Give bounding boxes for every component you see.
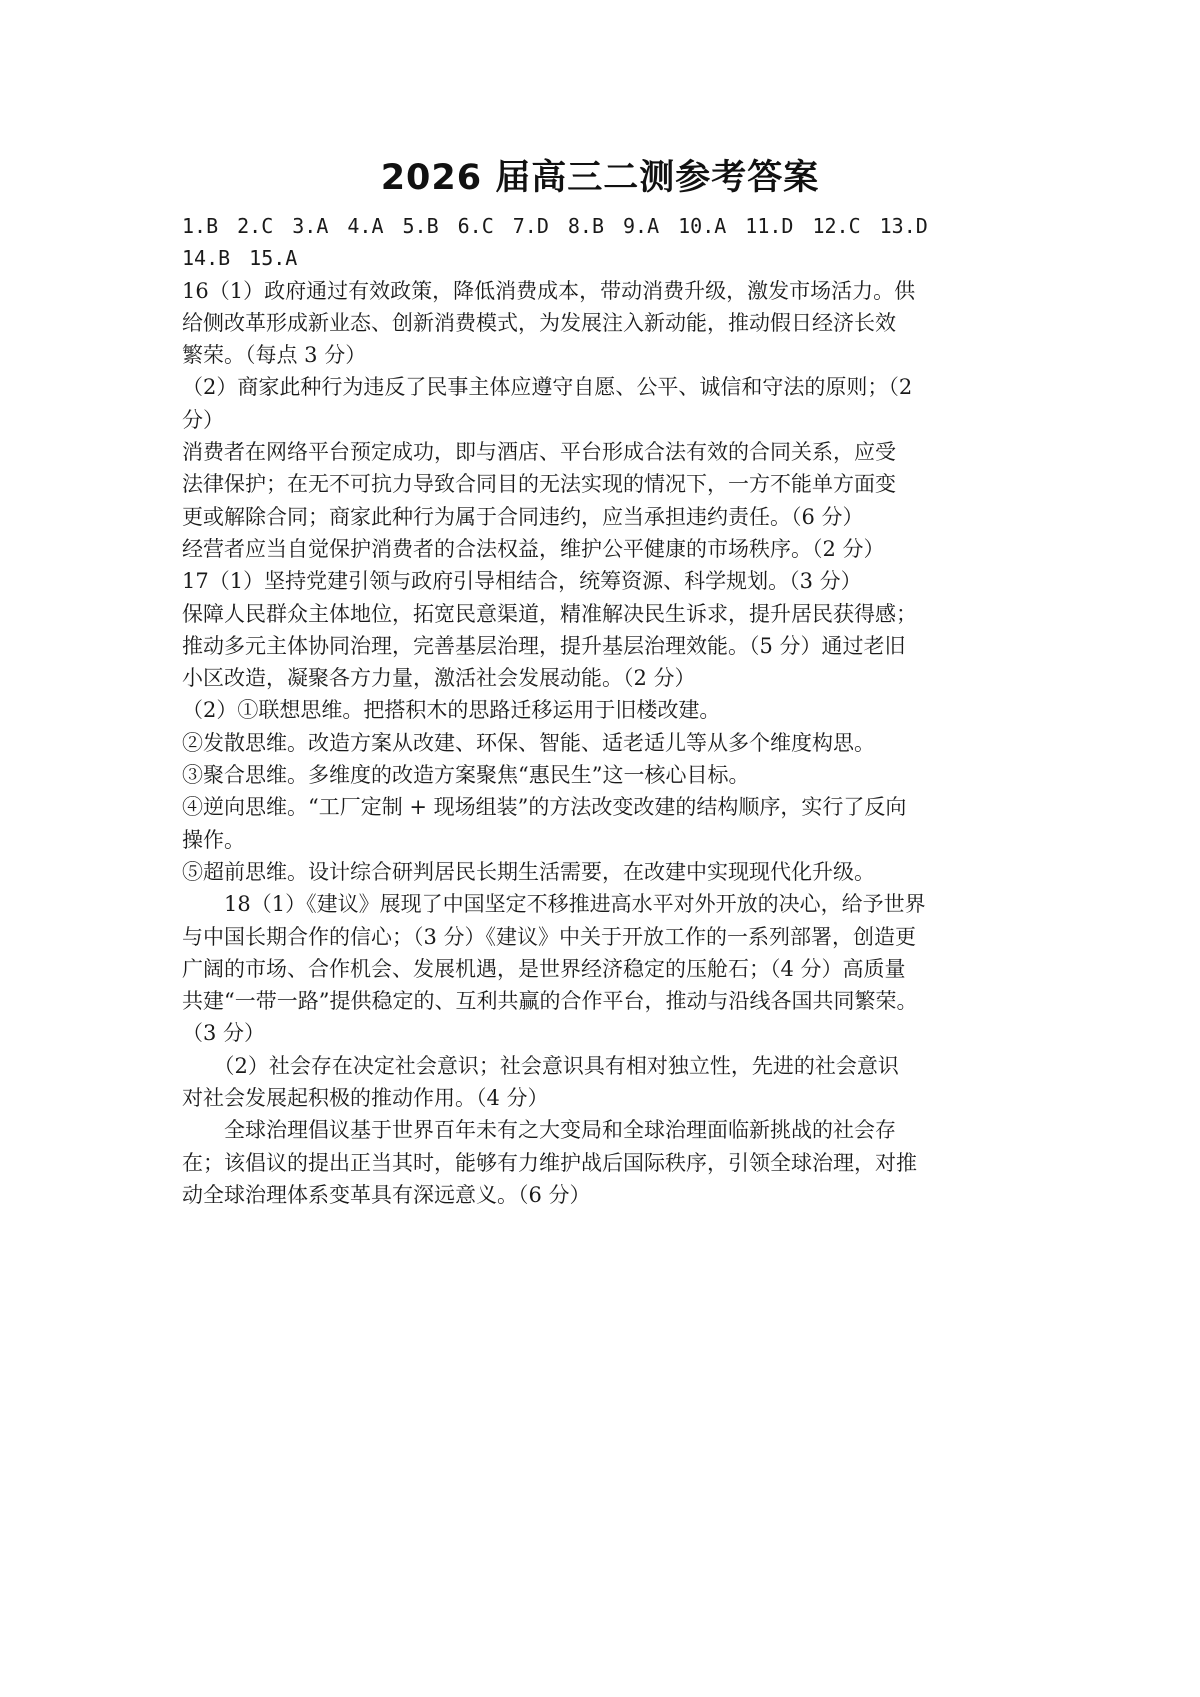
page-title: 2026 届高三二测参考答案 xyxy=(380,158,820,198)
answer-line: 保障人民群众主体地位，拓宽民意渠道，精准解决民生诉求，提升居民获得感； xyxy=(182,601,917,626)
answer-line: 18（1）《建议》展现了中国坚定不移推进高水平对外开放的决心，给予世界 xyxy=(182,892,926,917)
mc-answer: 12.C xyxy=(812,214,861,238)
answer-line: ②发散思维。改造方案从改建、环保、智能、适老适儿等从多个维度构思。 xyxy=(182,730,875,755)
mc-answer: 7.D xyxy=(512,214,549,238)
answer-line: 17（1）坚持党建引领与政府引导相结合，统筹资源、科学规划。（3 分） xyxy=(182,569,862,594)
answer-line: 分） xyxy=(182,407,224,432)
answer-line: 动全球治理体系变革具有深远意义。（6 分） xyxy=(182,1182,591,1207)
mc-answer: 10.A xyxy=(678,214,727,238)
mc-answer: 15.A xyxy=(249,246,298,271)
answer-line: 共建“一带一路”提供稳定的、互利共赢的合作平台，推动与沿线各国共同繁荣。 xyxy=(182,989,918,1014)
answer-content xyxy=(182,210,1022,1211)
answer-line: 与中国长期合作的信心；（3 分）《建议》中关于开放工作的一系列部署，创造更 xyxy=(182,924,917,949)
answer-line: 经营者应当自觉保护消费者的合法权益，维护公平健康的市场秩序。（2 分） xyxy=(182,536,885,561)
answer-line: 全球治理倡议基于世界百年未有之大变局和全球治理面临新挑战的社会存 xyxy=(182,1118,896,1143)
answer-line: （2）①联想思维。把搭积木的思路迁移运用于旧楼改建。 xyxy=(182,698,721,723)
mc-answer: 11.D xyxy=(745,214,794,238)
mc-answer: 8.B xyxy=(567,214,604,238)
mc-answer: 14.B xyxy=(182,246,231,271)
mc-answer: 5.B xyxy=(402,214,439,238)
answer-line: ⑤超前思维。设计综合研判居民长期生活需要，在改建中实现现代化升级。 xyxy=(182,859,875,884)
answer-line: 操作。 xyxy=(182,827,245,852)
answer-line: 对社会发展起积极的推动作用。（4 分） xyxy=(182,1086,549,1111)
mc-answer: 6.C xyxy=(457,214,494,238)
answer-line: 广阔的市场、合作机会、发展机遇，是世界经济稳定的压舱石；（4 分）高质量 xyxy=(182,956,906,981)
answer-line: ④逆向思维。“工厂定制 + 现场组装”的方法改变改建的结构顺序，实行了反向 xyxy=(182,795,907,820)
mc-answer: 2.C xyxy=(237,214,274,238)
multiple-choice-answers xyxy=(182,210,1022,275)
answer-line: 消费者在网络平台预定成功，即与酒店、平台形成合法有效的合同关系，应受 xyxy=(182,440,896,465)
answer-line: 16（1）政府通过有效政策，降低消费成本，带动消费升级，激发市场活力。供 xyxy=(182,278,916,303)
written-answers xyxy=(182,275,1022,1212)
answer-line: （3 分） xyxy=(182,1021,266,1046)
answer-line: 法律保护；在无不可抗力导致合同目的无法实现的情况下，一方不能单方面变 xyxy=(182,472,896,497)
answer-line: ③聚合思维。多维度的改造方案聚焦“惠民生”这一核心目标。 xyxy=(182,763,750,788)
mc-answer: 3.A xyxy=(292,214,329,238)
answer-line: （2）商家此种行为违反了民事主体应遵守自愿、公平、诚信和守法的原则；（2 xyxy=(182,375,913,400)
answer-line: 繁荣。（每点 3 分） xyxy=(182,343,367,368)
mc-answer: 4.A xyxy=(347,214,384,238)
answer-line: 更或解除合同；商家此种行为属于合同违约，应当承担违约责任。（6 分） xyxy=(182,504,864,529)
mc-answer-row xyxy=(182,242,1022,274)
answer-line: 小区改造，凝聚各方力量，激活社会发展动能。（2 分） xyxy=(182,666,696,691)
mc-answer: 9.A xyxy=(623,214,660,238)
answer-line: 推动多元主体协同治理，完善基层治理，提升基层治理效能。（5 分）通过老旧 xyxy=(182,633,906,658)
mc-answer: 1.B xyxy=(182,214,219,238)
mc-answer-row xyxy=(182,210,1022,242)
answer-line: （2）社会存在决定社会意识；社会意识具有相对独立性，先进的社会意识 xyxy=(182,1053,899,1078)
answer-line: 在；该倡议的提出正当其时，能够有力维护战后国际秩序，引领全球治理，对推 xyxy=(182,1150,917,1175)
mc-answer: 13.D xyxy=(879,214,928,238)
answer-line: 给侧改革形成新业态、创新消费模式，为发展注入新动能，推动假日经济长效 xyxy=(182,310,896,335)
